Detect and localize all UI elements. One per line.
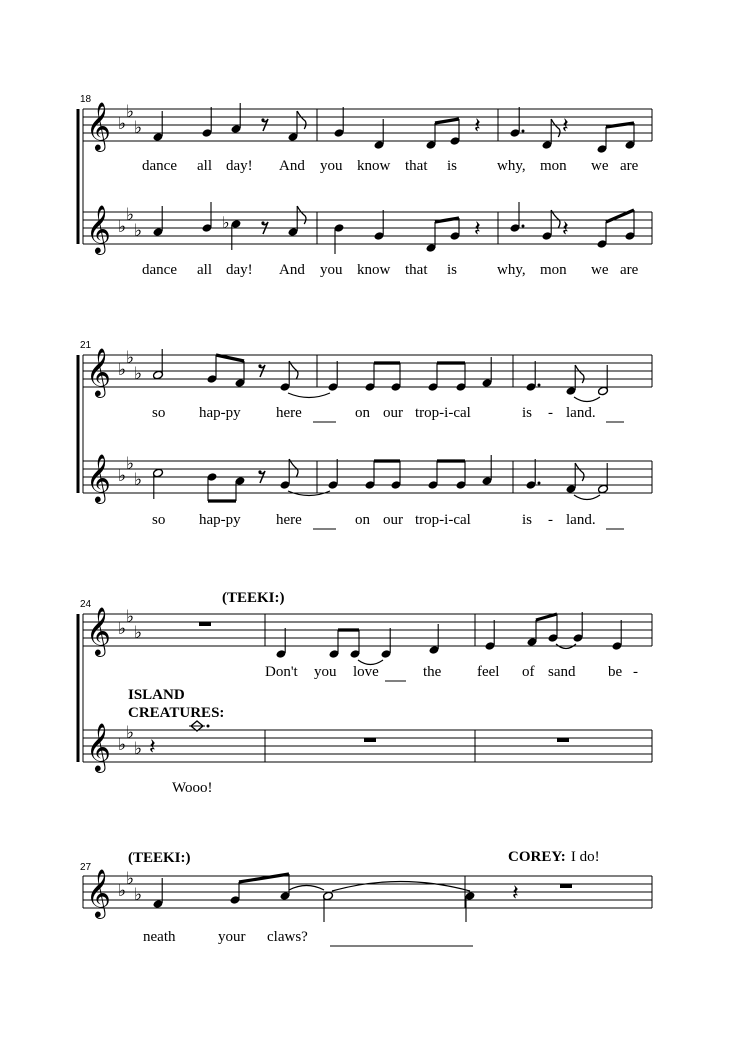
lyric: of [522,664,535,680]
lyric: why, [497,158,526,174]
flat-sign: ♭ [118,619,127,639]
lyric: is [522,405,533,421]
lyric: we [591,262,609,278]
lyric: all [197,158,212,174]
treble-clef: 𝄞 [86,101,111,150]
lyric: sand [548,664,576,680]
tie [288,393,330,398]
flat-sign: ♭ [118,114,127,134]
measure-number-27: 27 [80,862,92,873]
lyric: be [608,664,623,680]
lyric: is [447,262,458,278]
flat-sign: ♭ [134,221,143,241]
lyric: - [548,512,553,528]
lyric: hap-py [199,405,241,421]
lyric: here [276,405,302,421]
lyric: hap-py [199,512,241,528]
lyric: claws? [267,929,308,945]
beam [435,119,459,123]
label-line: ISLAND [128,687,185,703]
lyric: mon [540,262,567,278]
lyric: feel [477,664,500,680]
treble-clef: 𝄞 [86,347,111,396]
tie [574,495,600,500]
lyric: on [355,512,370,528]
flat-sign: ♭ [134,623,143,643]
lyric: are [620,158,639,174]
lyric: is [522,512,533,528]
lyric: all [197,262,212,278]
lyric: your [218,929,246,945]
lyric: here [276,512,302,528]
quarter-rest: 𝄽 [512,881,519,906]
flat-sign: ♭ [118,360,127,380]
tie [289,886,324,891]
lyric: neath [143,929,176,945]
flag [575,463,584,481]
lyric: that [405,158,428,174]
quarter-rest: 𝄽 [474,217,481,242]
lyric: we [591,158,609,174]
dot [538,384,541,387]
flat-sign: ♭ [134,364,143,384]
beam [435,218,459,222]
measure-number-18: 18 [80,94,92,105]
flat-sign: ♭ [134,885,143,905]
eighth-rest-dot [258,470,261,473]
flat-sign: ♭ [222,213,230,232]
treble-clef: 𝄞 [86,453,111,502]
character-label-teeki: (TEEKI:) [222,590,285,606]
lyric: why, [497,262,526,278]
lyric: you [314,664,337,680]
beam [606,123,634,127]
flat-sign: ♭ [118,735,127,755]
lyric: - [633,664,638,680]
flag [297,111,306,129]
lyric: the [423,664,442,680]
flat-sign: ♭ [126,607,135,627]
eighth-rest-dot [258,364,261,367]
quarter-rest: 𝄽 [562,217,569,242]
flat-sign: ♭ [118,466,127,486]
flag [575,365,584,383]
lyric: Don't [265,664,298,680]
whole-rest [364,738,376,742]
flag [551,210,560,228]
lyric: day! [226,158,253,174]
whole-rest [560,884,572,888]
treble-clef: 𝄞 [86,204,111,253]
corey-line: I do! [570,849,600,865]
tie [574,397,600,402]
flat-sign: ♭ [126,454,135,474]
lyric: day! [226,262,253,278]
lyric: our [383,405,403,421]
lyric: love [353,664,379,680]
beam [536,614,557,620]
lyric: mon [540,158,567,174]
quarter-rest: 𝄽 [562,114,569,139]
lyric: so [152,405,166,421]
lyric: know [357,158,391,174]
lyric: you [320,158,343,174]
lyric: trop-i-cal [415,405,471,421]
lyric: land. [566,405,596,421]
flag [551,119,560,137]
whole-rest [557,738,569,742]
lyric: know [357,262,391,278]
lyric: land. [566,512,596,528]
treble-clef: 𝄞 [86,868,111,917]
lyric: And [279,262,305,278]
flat-sign: ♭ [126,869,135,889]
lyric: on [355,405,370,421]
label-line: CREATURES: [128,705,225,721]
quarter-rest: 𝄽 [149,735,156,760]
flag [289,361,298,379]
quarter-rest: 𝄽 [474,114,481,139]
beam [239,874,289,882]
flat-sign: ♭ [118,881,127,901]
treble-clef: 𝄞 [86,606,111,655]
flat-sign: ♭ [134,118,143,138]
tie [332,882,470,892]
lyric: dance [142,262,177,278]
treble-clef: 𝄞 [86,722,111,771]
lyric: our [383,512,403,528]
flat-sign: ♭ [134,470,143,490]
dot [538,482,541,485]
character-label-teeki: (TEEKI:) [128,850,191,866]
flag [297,206,306,224]
dot [522,130,525,133]
lyric: - [548,405,553,421]
measure-number-24: 24 [80,599,92,610]
flat-sign: ♭ [126,102,135,122]
whole-rest [199,622,211,626]
eighth-rest-dot [261,221,264,224]
flat-sign: ♭ [134,739,143,759]
character-label-island-creatures [128,686,224,722]
dot [522,225,525,228]
lyric: so [152,512,166,528]
lyric: that [405,262,428,278]
beam [216,355,244,361]
lyric: is [447,158,458,174]
flat-sign: ♭ [118,217,127,237]
lyric: And [279,158,305,174]
flat-sign: ♭ [126,348,135,368]
measure-number-21: 21 [80,340,92,351]
lyric: trop-i-cal [415,512,471,528]
lyric: you [320,262,343,278]
flat-sign: ♭ [126,205,135,225]
lyric: are [620,262,639,278]
dot [207,725,210,728]
lyric: Wooo! [172,780,213,796]
corey-cue [508,846,600,866]
eighth-rest-dot [261,118,264,121]
flag [289,459,298,477]
character-label-corey: COREY: [508,849,566,865]
flat-sign: ♭ [126,723,135,743]
lyric: dance [142,158,177,174]
